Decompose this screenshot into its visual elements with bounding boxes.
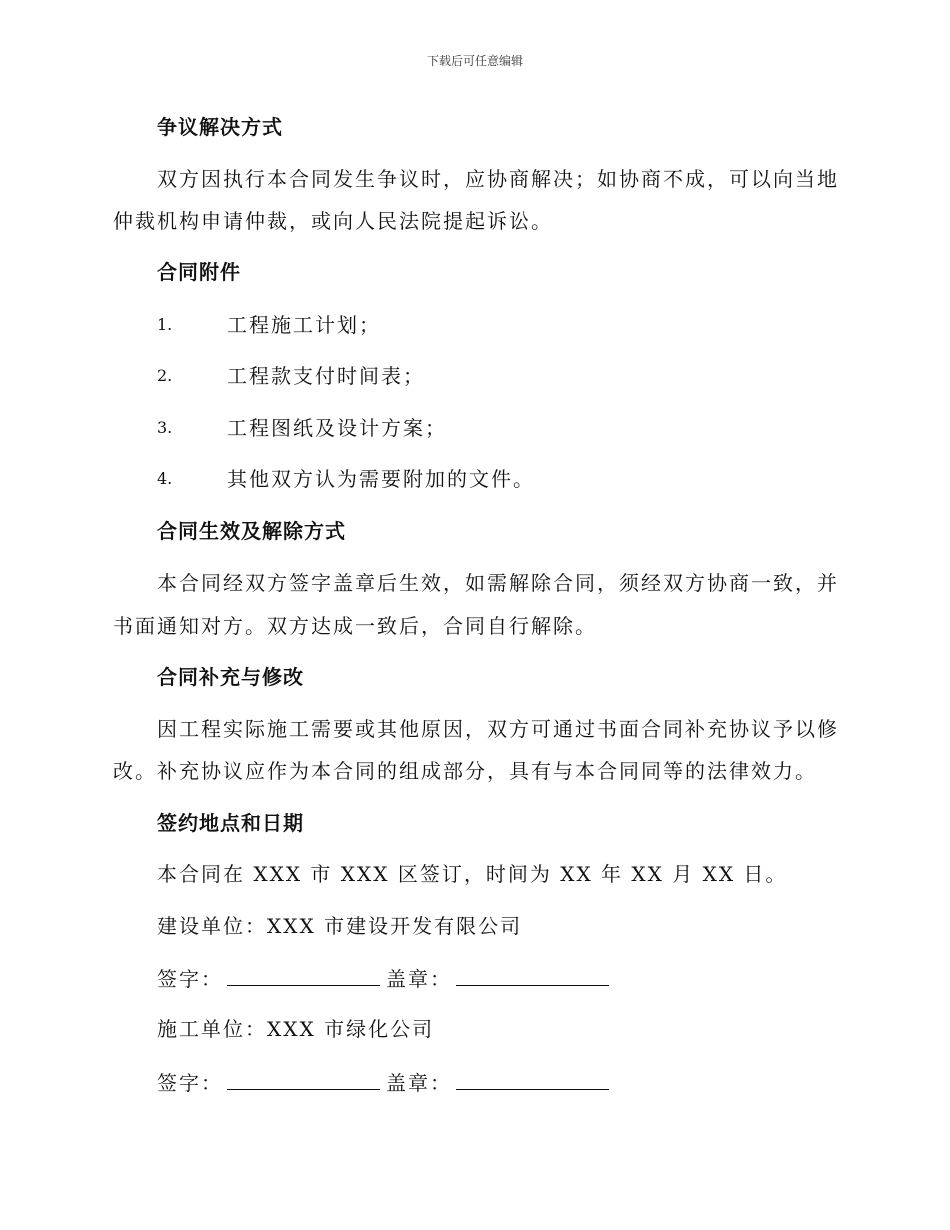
seal-blank-line: [456, 1067, 609, 1090]
effect-heading: 合同生效及解除方式: [157, 519, 346, 543]
dispute-paragraph-line-2: 仲裁机构申请仲裁，或向人民法院提起诉讼。: [113, 209, 553, 233]
effect-paragraph-line-1: 本合同经双方签字盖章后生效，如需解除合同，须经双方协商一致，并: [157, 571, 839, 595]
signature-label: 签字：: [157, 1071, 223, 1095]
dispute-heading: 争议解决方式: [157, 115, 283, 139]
dispute-paragraph-line-1: 双方因执行本合同发生争议时，应协商解决；如协商不成，可以向当地: [157, 167, 839, 191]
attachment-item-text: 工程图纸及设计方案；: [227, 416, 447, 440]
signature-blank-line: [227, 1067, 380, 1090]
party-b-contractor: 施工单位：XXX 市绿化公司: [157, 1017, 435, 1041]
attachment-item-text: 其他双方认为需要附加的文件。: [227, 467, 535, 491]
signing-place-date: 本合同在 XXX 市 XXX 区签订，时间为 XX 年 XX 月 XX 日。: [157, 862, 788, 886]
party-a-construction-unit: 建设单位：XXX 市建设开发有限公司: [157, 914, 523, 938]
signature-label: 签字：: [157, 967, 223, 991]
attachment-item-text: 工程款支付时间表；: [227, 364, 425, 388]
attachment-item-number: 3.: [157, 418, 173, 437]
seal-label: 盖章：: [386, 967, 452, 991]
attachment-item-number: 1.: [157, 315, 173, 334]
attachment-item-number: 4.: [157, 469, 173, 488]
amendment-paragraph-line-2: 改。补充协议应作为本合同的组成部分，具有与本合同同等的法律效力。: [113, 759, 817, 783]
party-a-signature-row: [157, 963, 615, 993]
signature-blank-line: [227, 963, 380, 986]
amendment-paragraph-line-1: 因工程实际施工需要或其他原因，双方可通过书面合同补充协议予以修: [157, 717, 839, 741]
attachment-item-text: 工程施工计划；: [227, 313, 381, 337]
party-b-signature-row: [157, 1067, 615, 1097]
effect-paragraph-line-2: 书面通知对方。双方达成一致后，合同自行解除。: [113, 614, 597, 638]
seal-label: 盖章：: [386, 1071, 452, 1095]
attachments-heading: 合同附件: [157, 260, 241, 284]
amendment-heading: 合同补充与修改: [157, 665, 304, 689]
attachment-item-number: 2.: [157, 366, 173, 385]
page-header: 下载后可任意编辑: [426, 54, 523, 68]
signing-heading: 签约地点和日期: [157, 811, 304, 835]
seal-blank-line: [456, 963, 609, 986]
